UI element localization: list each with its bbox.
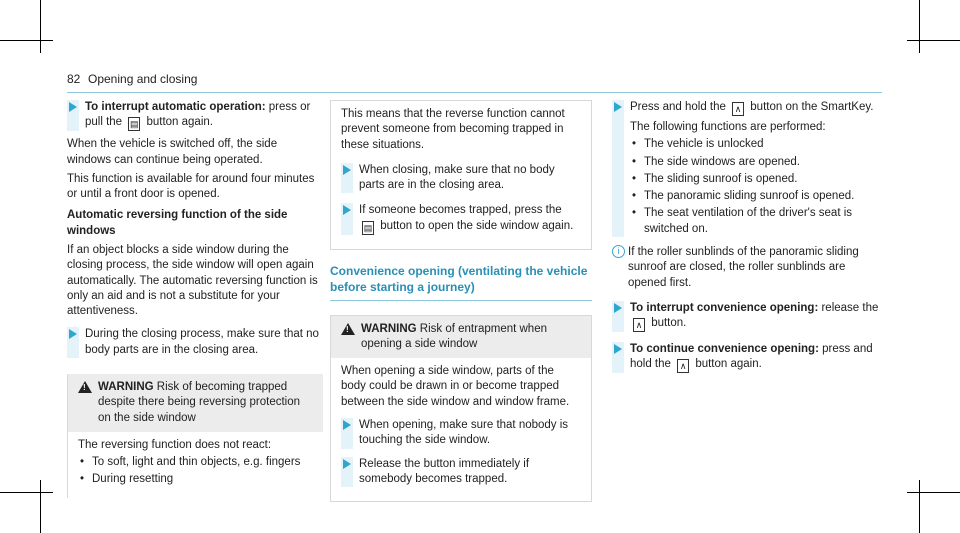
warning-box (67, 374, 323, 498)
header-rule (67, 92, 882, 93)
crop-mark (907, 492, 960, 493)
arrow-icon (614, 102, 622, 112)
arrow-icon (614, 344, 622, 354)
list-item: • The sliding sunroof is opened. (630, 172, 882, 187)
step-text: press or pull the (85, 101, 311, 129)
arrow-icon (614, 303, 622, 313)
step-title: To interrupt convenience opening: (630, 301, 819, 314)
crop-mark (907, 40, 960, 41)
crop-mark (919, 480, 920, 533)
list-item: • During resetting (78, 472, 313, 487)
step-text: The following functions are performed: (630, 121, 826, 133)
warning-text: When opening a side window, parts of the body could be drawn in or become trapped between the side window and window frame. (341, 365, 570, 408)
paragraph: This means that the reverse function cannot prevent someone from becoming trapped in these situations. (341, 108, 565, 151)
arrow-icon (343, 459, 351, 469)
step-text: Press and hold the (630, 101, 730, 113)
step-title: To interrupt automatic operation: (85, 101, 266, 113)
subheading: Automatic reversing function of the side windows (67, 209, 288, 237)
step-text: Release the button immediately if somebody becomes trapped. (359, 457, 530, 485)
list-item: • To soft, light and thin objects, e.g. fingers (78, 455, 313, 470)
warning-header (331, 316, 591, 359)
list-item: • The seat ventilation of the driver's seat is switched on. (630, 206, 882, 237)
step-text: If someone becomes trapped, press the (359, 204, 562, 217)
warning-header (68, 374, 323, 432)
arrow-icon (343, 420, 351, 430)
step-text: When opening, make sure that nobody is touching the side window. (359, 419, 569, 447)
section-title: Opening and closing (88, 72, 198, 86)
column-2 (330, 100, 592, 502)
warning-body (331, 358, 591, 501)
info-text: If the roller sunblinds of the panoramic sliding sunroof are closed, the roller sunblinds are opened first. (628, 245, 859, 289)
crop-mark (40, 480, 41, 533)
unlock-key-icon: ∧ (677, 359, 689, 373)
arrow-icon (69, 102, 77, 112)
page-number: 82 (67, 72, 81, 86)
info-note (612, 245, 882, 291)
list-item: • The vehicle is unlocked (630, 137, 882, 152)
arrow-icon (69, 329, 77, 339)
warning-icon (78, 381, 92, 393)
list-item: • The panoramic sliding sunroof is opened. (630, 189, 882, 204)
step-text: button again. (143, 116, 213, 129)
step-text: During the closing process, make sure that no body parts are in the closing area. (85, 328, 319, 356)
paragraph: This function is available for around four minutes or until a front door is opened. (67, 172, 315, 201)
step-text: button again. (692, 358, 762, 371)
warning-text: The reversing function does not react: (78, 438, 272, 451)
step-title: To continue convenience opening: (630, 343, 819, 356)
warning-box (330, 315, 592, 503)
window-switch-icon: ▤ (363, 222, 373, 233)
warning-title: Risk of entrapment when opening a side window (361, 322, 547, 350)
warning-body (68, 432, 323, 498)
column-1 (67, 100, 323, 498)
step-text: button to open the side window again. (377, 219, 574, 232)
step-body-parts (67, 327, 323, 358)
info-icon: i (612, 245, 625, 258)
step-text: When closing, make sure that no body parts are in the closing area. (359, 163, 555, 192)
column-3 (612, 100, 882, 379)
list-item: • The side windows are opened. (630, 155, 882, 170)
crop-mark (0, 492, 53, 493)
step-continue-convenience (612, 342, 882, 373)
paragraph: When the vehicle is switched off, the side windows can continue being operated. (67, 138, 278, 166)
window-switch-icon: ▤ (130, 119, 139, 130)
step-interrupt-convenience (612, 301, 882, 332)
step-nobody (341, 418, 581, 449)
warning-icon (341, 323, 355, 335)
warning-title: Risk of becoming trapped despite there being reversing protection on the side window (98, 380, 301, 424)
arrow-icon (343, 165, 351, 175)
step-bar (612, 100, 624, 237)
warning-label: WARNING (98, 380, 154, 393)
step-text: button on the SmartKey. (747, 101, 874, 113)
step-interrupt-auto (67, 100, 323, 131)
step-closing (341, 163, 581, 194)
step-release (341, 457, 581, 488)
paragraph: If an object blocks a side window during the closing process, the side window will open again automatically. The automatic reversing function is only an aid and is not a substitute for your attentiveness. (67, 243, 318, 318)
step-text: button. (648, 317, 687, 330)
step-text: press and hold the (630, 343, 873, 371)
crop-mark (40, 0, 41, 53)
unlock-key-icon: ∧ (732, 102, 744, 116)
step-trapped (341, 203, 581, 234)
crop-mark (0, 40, 53, 41)
crop-mark (919, 0, 920, 53)
arrow-icon (343, 205, 351, 215)
step-press-hold (612, 100, 882, 237)
section-heading: Convenience opening (ventilating the vehicle before starting a journey) (330, 264, 592, 301)
warning-label: WARNING (361, 322, 417, 335)
unlock-key-icon: ∧ (633, 318, 645, 332)
info-box (330, 100, 592, 250)
step-text: release the (818, 301, 879, 314)
